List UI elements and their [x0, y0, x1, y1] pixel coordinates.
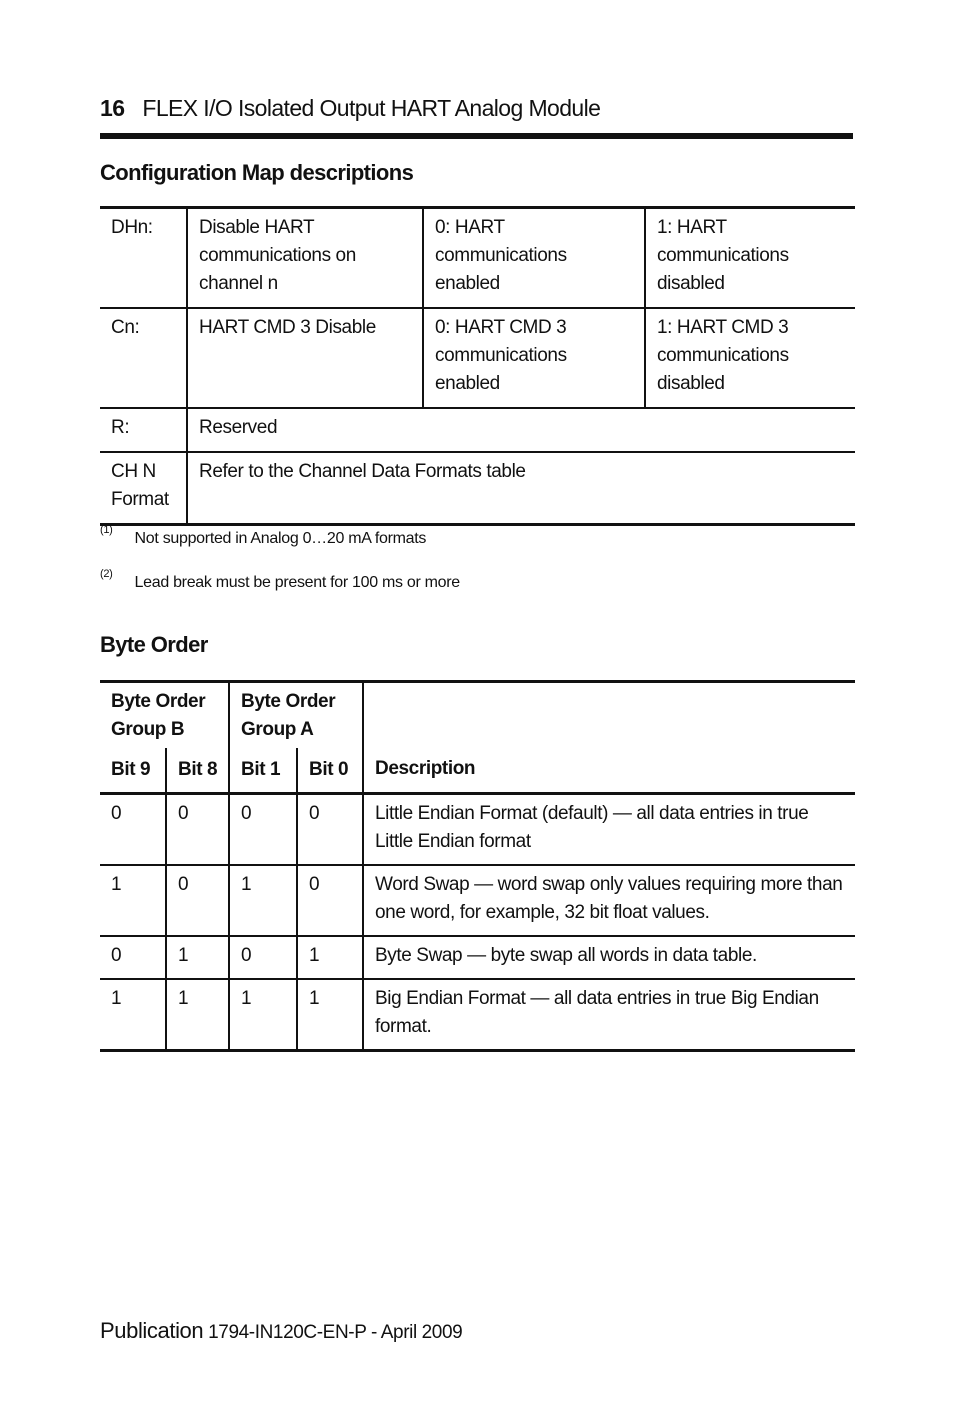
- bit1-cell: 0: [229, 936, 297, 979]
- configuration-map-table: [100, 206, 855, 526]
- bit9-cell: 1: [100, 979, 166, 1051]
- bit8-cell: 0: [166, 794, 229, 866]
- config-value-0: 0: HART communications enabled: [423, 208, 645, 309]
- group-a-header: Byte Order Group A: [229, 682, 363, 749]
- bit9-header: Bit 9: [111, 759, 151, 780]
- footnote-mark: (2): [100, 568, 113, 580]
- footnote-text: Lead break must be present for 100 ms or more: [134, 574, 460, 591]
- description-cell: Little Endian Format (default) — all data entries in true Little Endian format: [363, 794, 855, 866]
- description-cell: Big Endian Format — all data entries in true Big Endian format.: [363, 979, 855, 1051]
- config-value-1: 1: HART communications disabled: [645, 208, 855, 309]
- bit1-cell: 1: [229, 865, 297, 936]
- bit1-header: Bit 1: [229, 748, 297, 794]
- publication-label: Publication: [100, 1318, 204, 1343]
- config-value-1: 1: HART CMD 3 communications disabled: [645, 308, 855, 408]
- footnote: [100, 568, 460, 592]
- byte-order-table: [100, 680, 855, 1052]
- bit0-cell: 0: [297, 794, 363, 866]
- table-row: [100, 979, 855, 1051]
- bit0-cell: 1: [297, 936, 363, 979]
- description-header: Description: [363, 682, 855, 794]
- bit0-cell: 1: [297, 979, 363, 1051]
- document-title: FLEX I/O Isolated Output HART Analog Module: [142, 95, 601, 121]
- footnote-text: Not supported in Analog 0…20 mA formats: [134, 530, 427, 547]
- footnote-mark: (1): [100, 524, 113, 536]
- bit8-cell: 0: [166, 865, 229, 936]
- page-number: 16: [100, 95, 125, 121]
- config-code: CH N Format: [100, 452, 187, 525]
- header-rule: [100, 133, 853, 139]
- table-row: [100, 865, 855, 936]
- footnote: [100, 524, 427, 548]
- table-row: [100, 794, 855, 866]
- description-cell: Word Swap — word swap only values requiring more than one word, for example, 32 bit float values.: [363, 865, 855, 936]
- config-description: HART CMD 3 Disable: [187, 308, 423, 408]
- bit1-cell: 1: [229, 979, 297, 1051]
- config-description: Refer to the Channel Data Formats table: [187, 452, 855, 525]
- bit9-cell: 1: [100, 865, 166, 936]
- config-code: R:: [100, 408, 187, 452]
- table-row: [100, 936, 855, 979]
- config-value-0: 0: HART CMD 3 communications enabled: [423, 308, 645, 408]
- config-description: Disable HART communications on channel n: [187, 208, 423, 309]
- config-code: DHn:: [111, 217, 153, 238]
- table-row: [100, 308, 855, 408]
- byte-order-heading: Byte Order: [100, 632, 208, 657]
- publication-footer: [100, 1318, 462, 1344]
- table-row: [100, 452, 855, 525]
- bit8-cell: 1: [166, 979, 229, 1051]
- config-code: Cn:: [100, 308, 187, 408]
- bit0-cell: 0: [297, 865, 363, 936]
- bit8-cell: 1: [166, 936, 229, 979]
- bit1-cell: 0: [229, 794, 297, 866]
- running-header: [100, 92, 853, 124]
- table-row: [100, 408, 855, 452]
- header-row: [100, 682, 855, 749]
- bit0-header: Bit 0: [297, 748, 363, 794]
- description-cell: Byte Swap — byte swap all words in data table.: [363, 936, 855, 979]
- bit8-header: Bit 8: [166, 748, 229, 794]
- bit9-cell: 0: [100, 794, 166, 866]
- publication-number: 1794-IN120C-EN-P - April 2009: [208, 1322, 463, 1343]
- config-description: Reserved: [187, 408, 855, 452]
- group-b-header: Byte Order Group B: [111, 691, 206, 740]
- table-row: [100, 208, 855, 309]
- bit9-cell: 0: [100, 936, 166, 979]
- config-section-heading: Configuration Map descriptions: [100, 160, 414, 185]
